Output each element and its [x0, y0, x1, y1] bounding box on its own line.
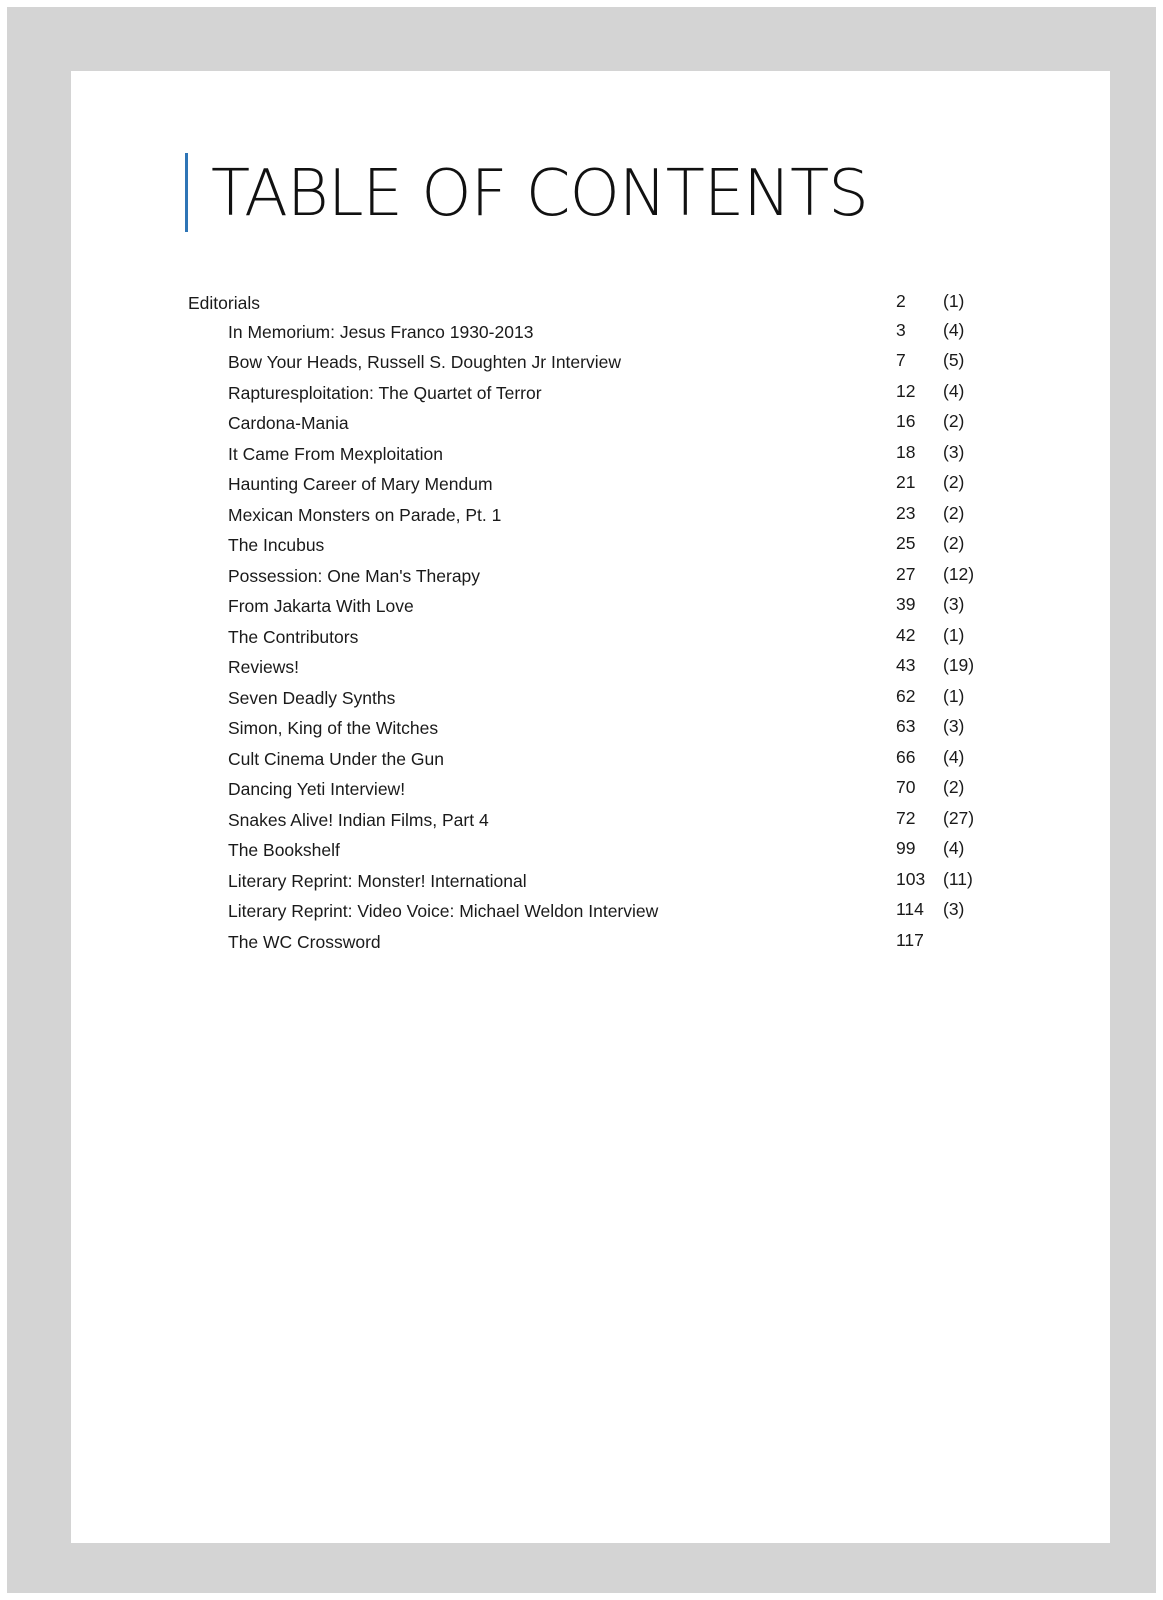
toc-entry-page-count: (12) [943, 563, 975, 584]
toc-entry-title: Snakes Alive! Indian Films, Part 4 [228, 809, 489, 830]
toc-entry-title: From Jakarta With Love [228, 596, 414, 616]
toc-entry[interactable] [71, 808, 1110, 838]
toc-entry-page-count: (2) [943, 777, 965, 797]
toc-entry-page-count: (2) [943, 472, 965, 492]
toc-entry-page-number: 7 [896, 350, 906, 370]
toc-entry-page-number: 62 [896, 685, 916, 706]
toc-entry[interactable] [71, 381, 1110, 411]
toc-entry-page-number: 43 [896, 655, 916, 675]
toc-entry[interactable] [71, 777, 1110, 807]
toc-entry-page-count: (3) [943, 594, 965, 614]
toc-entry-page-number: 21 [896, 472, 916, 492]
toc-entry-title: Rapturesploitation: The Quartet of Terror [228, 382, 542, 403]
toc-entry-page-number: 72 [896, 807, 916, 828]
toc-entry-page-count: (1) [943, 291, 965, 311]
toc-entry[interactable] [71, 350, 1110, 380]
toc-entry-page-count: (11) [943, 868, 973, 889]
toc-entry-page-number: 42 [896, 624, 916, 645]
document-page [71, 71, 1110, 1543]
toc-entry-title: In Memorium: Jesus Franco 1930-2013 [228, 321, 534, 342]
toc-entry-page-number: 39 [896, 594, 916, 614]
toc-entry-page-number: 66 [896, 746, 916, 767]
toc-entry-page-count: (3) [943, 899, 965, 919]
toc-entry[interactable] [71, 291, 1110, 321]
toc-entry[interactable] [71, 411, 1110, 441]
toc-entry-page-number: 12 [896, 380, 916, 401]
toc-entry-page-count: (3) [943, 441, 965, 462]
toc-entry-title: Simon, King of the Witches [228, 718, 439, 738]
toc-entry-title: Seven Deadly Synths [228, 687, 396, 708]
toc-entry[interactable] [71, 747, 1110, 777]
toc-entry[interactable] [71, 564, 1110, 594]
toc-entry-page-number: 23 [896, 502, 916, 523]
toc-entry-page-count: (2) [943, 533, 965, 553]
toc-entry-title: Bow Your Heads, Russell S. Doughten Jr Interview [228, 352, 621, 372]
toc-entry-title: The WC Crossword [228, 931, 381, 952]
toc-entry-title: Reviews! [228, 657, 299, 677]
toc-entry-title: Mexican Monsters on Parade, Pt. 1 [228, 504, 502, 525]
page-title: TABLE OF CONTENTS [211, 157, 868, 231]
toc-entry-title: Literary Reprint: Monster! International [228, 870, 527, 891]
title-accent-bar [185, 153, 188, 232]
toc-entry[interactable] [71, 533, 1110, 563]
toc-entry-title: Dancing Yeti Interview! [228, 779, 406, 799]
toc-entry-page-count: (2) [943, 502, 965, 523]
toc-entry[interactable] [71, 716, 1110, 746]
page-border [7, 7, 1156, 1593]
toc-entry[interactable] [71, 930, 1110, 960]
toc-entry-page-count: (5) [943, 350, 965, 370]
toc-entry-title: The Contributors [228, 626, 359, 647]
toc-entry-page-count: (4) [943, 746, 965, 767]
toc-entry-page-number: 25 [896, 533, 916, 553]
toc-entry-page-number: 114 [896, 899, 924, 919]
toc-entry[interactable] [71, 838, 1110, 868]
toc-entry-title: Haunting Career of Mary Mendum [228, 474, 493, 494]
toc-entry-page-count: (27) [943, 807, 975, 828]
toc-entry[interactable] [71, 899, 1110, 929]
toc-entry-page-count: (4) [943, 838, 965, 858]
toc-entry[interactable] [71, 594, 1110, 624]
toc-entry-page-count: (1) [943, 685, 965, 706]
toc-entry-page-number: 27 [896, 563, 916, 584]
toc-entry[interactable] [71, 625, 1110, 655]
toc-entry-title: The Bookshelf [228, 840, 340, 860]
toc-entry-title: Editorials [188, 293, 260, 313]
toc-entry[interactable] [71, 503, 1110, 533]
toc-entry[interactable] [71, 869, 1110, 899]
toc-entry-title: The Incubus [228, 535, 325, 555]
toc-entry-page-count: (2) [943, 411, 965, 431]
toc-entry-page-number: 3 [896, 319, 906, 340]
toc-entry-title: Cardona-Mania [228, 413, 349, 433]
toc-entry[interactable] [71, 655, 1110, 685]
toc-entry[interactable] [71, 686, 1110, 716]
toc-entry-title: Cult Cinema Under the Gun [228, 748, 444, 769]
toc-entry-page-number: 117 [896, 929, 924, 950]
toc-entry-page-number: 2 [896, 291, 906, 311]
toc-entry-page-number: 16 [896, 411, 916, 431]
toc-entry-title: It Came From Mexploitation [228, 443, 443, 464]
toc-entry-page-count: (1) [943, 624, 965, 645]
toc-entry-page-count: (3) [943, 716, 965, 736]
toc-entry-page-count: (4) [943, 319, 965, 340]
toc-entry[interactable] [71, 472, 1110, 502]
toc-entry-page-number: 103 [896, 868, 926, 889]
toc-entry[interactable] [71, 442, 1110, 472]
toc-entry-page-number: 18 [896, 441, 916, 462]
toc-entry-title: Literary Reprint: Video Voice: Michael Weldon Interview [228, 901, 659, 921]
toc-entry-page-number: 99 [896, 838, 916, 858]
toc-entry-title: Possession: One Man's Therapy [228, 565, 481, 586]
toc-entry-page-count: (19) [943, 655, 975, 675]
toc-entry-page-number: 70 [896, 777, 916, 797]
toc-entry-page-count: (4) [943, 380, 965, 401]
toc-entry[interactable] [71, 320, 1110, 350]
toc-entry-page-number: 63 [896, 716, 916, 736]
